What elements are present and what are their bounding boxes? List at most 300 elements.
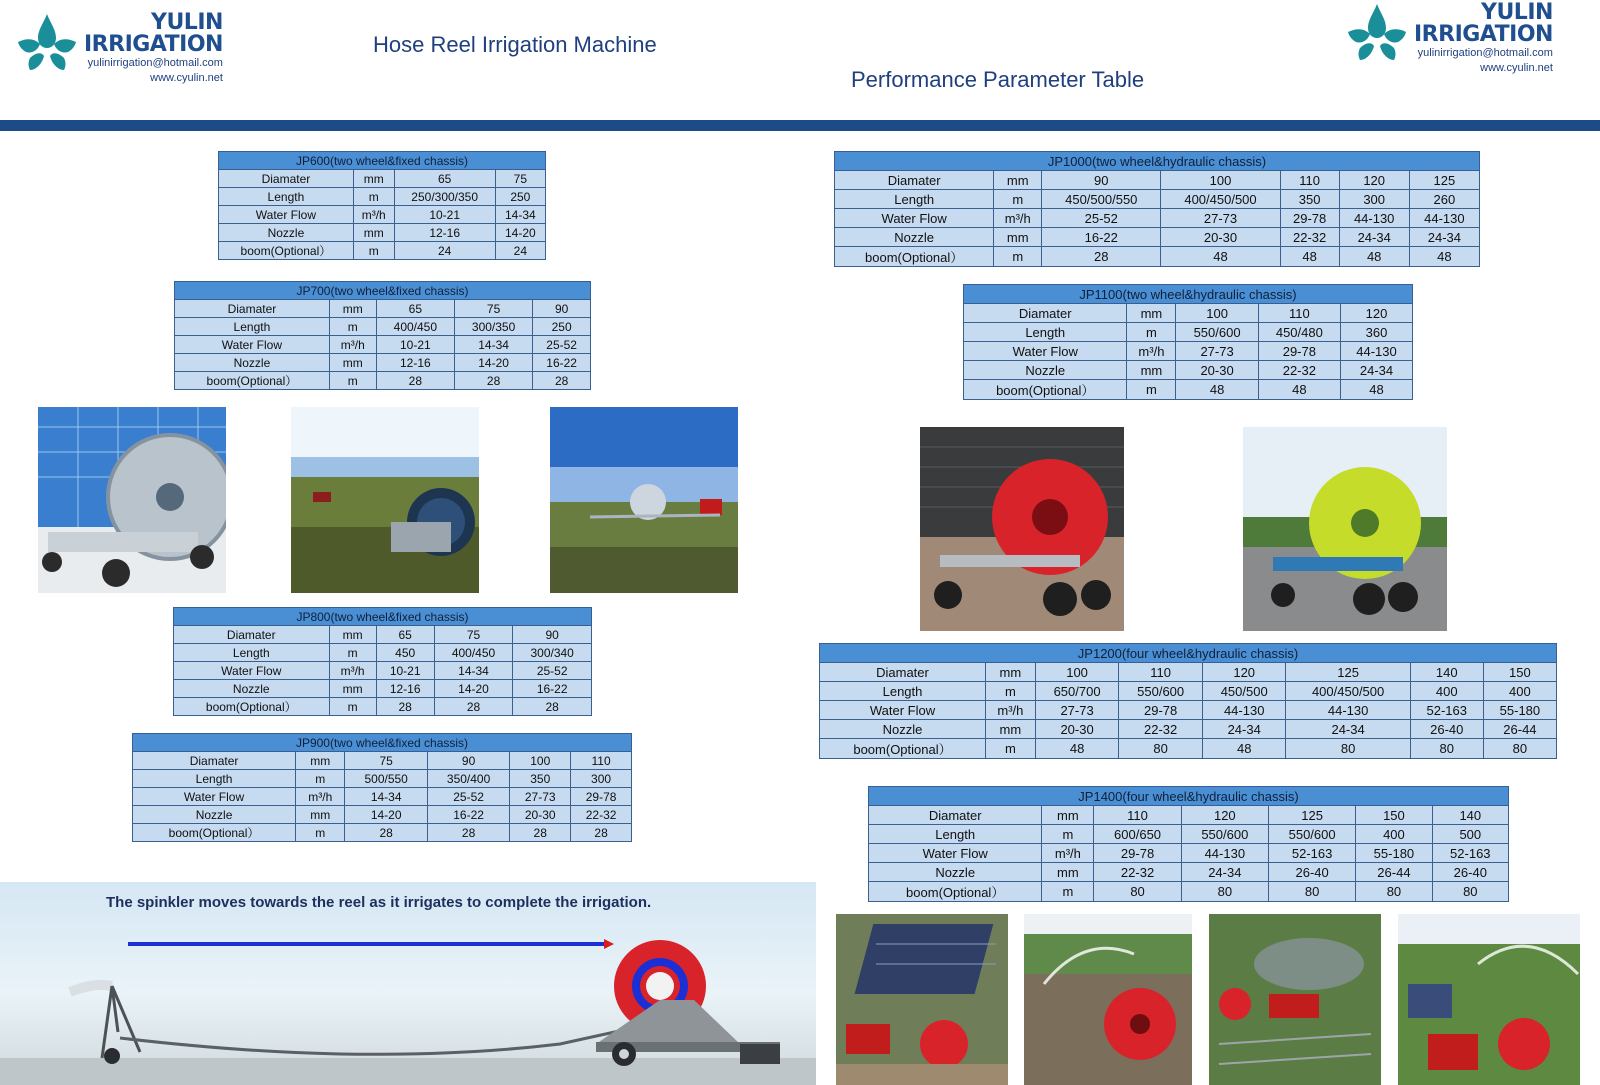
row-unit: mm	[1042, 863, 1094, 882]
row-label: Diamater	[869, 806, 1042, 825]
table-cell: 48	[1280, 247, 1339, 267]
table-row	[174, 626, 592, 644]
row-label: Length	[174, 644, 330, 662]
table-cell: 80	[1286, 739, 1410, 759]
table-cell: 48	[1409, 247, 1479, 267]
table-cell: 28	[376, 698, 434, 716]
table-cell: 400/450/500	[1161, 190, 1280, 209]
table-cell: 24-34	[1202, 720, 1286, 739]
table-cell: 24-34	[1181, 863, 1268, 882]
table-cell: 26-40	[1432, 863, 1508, 882]
table-cell: 44-130	[1181, 844, 1268, 863]
row-unit: mm	[985, 720, 1035, 739]
table-cell: 48	[1258, 380, 1340, 400]
table-cell: 52-163	[1268, 844, 1355, 863]
table-cell: 65	[394, 170, 495, 188]
row-label: Nozzle	[133, 806, 296, 824]
table-cell: 110	[1094, 806, 1181, 825]
table-cell: 300/350	[454, 318, 532, 336]
row-label: Diamater	[219, 170, 354, 188]
row-unit: mm	[994, 228, 1042, 247]
row-unit: m	[1127, 380, 1176, 400]
table-row	[835, 209, 1480, 228]
row-unit: m³/h	[296, 788, 345, 806]
row-label: Length	[835, 190, 994, 209]
table-cell: 400	[1356, 825, 1432, 844]
table-cell: 25-52	[533, 336, 591, 354]
table-title-row	[175, 282, 591, 300]
row-unit: m	[329, 318, 376, 336]
table-title-row	[219, 152, 546, 170]
table-row	[175, 318, 591, 336]
brand-email: yulinirrigation@hotmail.com	[1417, 47, 1553, 59]
row-label: Nozzle	[964, 361, 1127, 380]
table-cell: 52-163	[1432, 844, 1508, 863]
brand-logo-right	[1346, 2, 1553, 76]
table-row	[964, 380, 1413, 400]
row-label: boom(Optional）	[219, 242, 354, 260]
photo-reel-tractor-field	[550, 407, 738, 593]
table-cell: 20-30	[510, 806, 571, 824]
row-label: Length	[964, 323, 1127, 342]
table-cell: 24-34	[1340, 361, 1412, 380]
table-cell: 48	[1339, 247, 1409, 267]
table-cell: 28	[513, 698, 592, 716]
table-row	[174, 680, 592, 698]
table-row	[820, 663, 1557, 682]
spec-table-jp1100	[963, 284, 1413, 400]
table-row	[174, 698, 592, 716]
table-cell: 400	[1410, 682, 1483, 701]
row-unit: mm	[296, 806, 345, 824]
table-cell: 14-20	[345, 806, 427, 824]
table-cell: 80	[1410, 739, 1483, 759]
row-unit: m³/h	[1042, 844, 1094, 863]
table-cell: 14-20	[434, 680, 513, 698]
table-row	[219, 242, 546, 260]
table-row	[869, 882, 1509, 902]
table-cell: 28	[1042, 247, 1161, 267]
table-title-row	[820, 644, 1557, 663]
table-cell: 120	[1181, 806, 1268, 825]
spec-table-jp1400	[868, 786, 1509, 902]
table-cell: 110	[1119, 663, 1203, 682]
table-row	[175, 336, 591, 354]
row-unit: m	[353, 188, 394, 206]
brand-web: www.cyulin.net	[1480, 62, 1553, 74]
table-cell: 140	[1410, 663, 1483, 682]
table-row	[820, 739, 1557, 759]
table-cell: 12-16	[376, 354, 454, 372]
photo-red-reel-machine	[920, 427, 1124, 631]
table-cell: 650/700	[1035, 682, 1119, 701]
table-row	[835, 247, 1480, 267]
table-cell: 110	[1258, 304, 1340, 323]
row-unit: mm	[353, 170, 394, 188]
table-row	[820, 701, 1557, 720]
table-cell: 26-44	[1483, 720, 1556, 739]
table-cell: 300	[571, 770, 632, 788]
row-unit: m	[994, 190, 1042, 209]
row-unit: mm	[329, 300, 376, 318]
brand-text	[1414, 2, 1553, 76]
table-row	[964, 304, 1413, 323]
table-cell: 24	[495, 242, 545, 260]
table-cell: 65	[376, 300, 454, 318]
table-cell: 125	[1409, 171, 1479, 190]
table-title-row	[835, 152, 1480, 171]
table-title: JP1200(four wheel&hydraulic chassis)	[820, 644, 1557, 663]
table-cell: 12-16	[376, 680, 434, 698]
table-cell: 48	[1340, 380, 1412, 400]
table-cell: 27-73	[510, 788, 571, 806]
table-cell: 48	[1035, 739, 1119, 759]
table-row	[133, 824, 632, 842]
table-cell: 260	[1409, 190, 1479, 209]
table-cell: 25-52	[513, 662, 592, 680]
row-label: boom(Optional）	[133, 824, 296, 842]
table-cell: 29-78	[1280, 209, 1339, 228]
table-row	[219, 206, 546, 224]
row-label: Nozzle	[820, 720, 986, 739]
table-cell: 150	[1356, 806, 1432, 825]
table-cell: 90	[427, 752, 509, 770]
table-cell: 22-32	[571, 806, 632, 824]
brand-email: yulinirrigation@hotmail.com	[87, 57, 223, 69]
table-cell: 110	[571, 752, 632, 770]
table-cell: 550/600	[1176, 323, 1258, 342]
brand-web: www.cyulin.net	[150, 72, 223, 84]
row-unit: mm	[1127, 304, 1176, 323]
table-cell: 360	[1340, 323, 1412, 342]
table-cell: 29-78	[1094, 844, 1181, 863]
table-cell: 80	[1094, 882, 1181, 902]
row-label: Water Flow	[219, 206, 354, 224]
table-cell: 16-22	[513, 680, 592, 698]
table-cell: 120	[1339, 171, 1409, 190]
table-title: JP800(two wheel&fixed chassis)	[174, 608, 592, 626]
table-row	[219, 170, 546, 188]
header-divider-bar	[0, 120, 1600, 131]
brand-line1: YULIN	[151, 10, 223, 35]
table-cell: 350	[510, 770, 571, 788]
row-label: boom(Optional）	[835, 247, 994, 267]
table-cell: 550/600	[1268, 825, 1355, 844]
table-cell: 100	[1176, 304, 1258, 323]
table-cell: 44-130	[1286, 701, 1410, 720]
table-row	[133, 752, 632, 770]
table-cell: 250	[533, 318, 591, 336]
table-cell: 22-32	[1094, 863, 1181, 882]
table-row	[835, 228, 1480, 247]
row-label: Water Flow	[835, 209, 994, 228]
table-title: JP1000(two wheel&hydraulic chassis)	[835, 152, 1480, 171]
spec-table-jp700	[174, 281, 591, 390]
table-cell: 80	[1432, 882, 1508, 902]
table-cell: 400/450/500	[1286, 682, 1410, 701]
spec-table-jp1000	[834, 151, 1480, 267]
brand-logo-left	[16, 12, 223, 86]
table-title: JP1100(two wheel&hydraulic chassis)	[964, 285, 1413, 304]
table-cell: 28	[533, 372, 591, 390]
irrigation-process-diagram	[0, 882, 816, 1085]
table-row	[869, 844, 1509, 863]
row-unit: mm	[296, 752, 345, 770]
table-cell: 550/600	[1119, 682, 1203, 701]
table-row	[835, 190, 1480, 209]
row-label: Length	[175, 318, 330, 336]
table-cell: 28	[510, 824, 571, 842]
table-row	[820, 682, 1557, 701]
row-label: Nozzle	[174, 680, 330, 698]
brand-line2: IRRIGATION	[1414, 22, 1553, 47]
brand-text	[84, 12, 223, 86]
table-cell: 26-40	[1410, 720, 1483, 739]
row-unit: mm	[329, 680, 376, 698]
table-cell: 10-21	[394, 206, 495, 224]
table-cell: 55-180	[1483, 701, 1556, 720]
table-cell: 120	[1340, 304, 1412, 323]
row-unit: mm	[329, 626, 376, 644]
table-row	[820, 720, 1557, 739]
row-unit: m	[296, 770, 345, 788]
table-cell: 150	[1483, 663, 1556, 682]
table-row	[174, 644, 592, 662]
table-cell: 250/300/350	[394, 188, 495, 206]
table-cell: 110	[1280, 171, 1339, 190]
row-unit: m	[329, 644, 376, 662]
row-unit: mm	[329, 354, 376, 372]
table-cell: 10-21	[376, 662, 434, 680]
table-cell: 14-34	[454, 336, 532, 354]
row-unit: mm	[1042, 806, 1094, 825]
table-row	[869, 806, 1509, 825]
brand-line2: IRRIGATION	[84, 32, 223, 57]
row-unit: m	[985, 739, 1035, 759]
spec-table-jp800	[173, 607, 592, 716]
table-cell: 29-78	[571, 788, 632, 806]
diagram-caption: The spinkler moves towards the reel as it irrigates to complete the irrigation.	[106, 894, 652, 911]
table-cell: 12-16	[394, 224, 495, 242]
table-cell: 28	[571, 824, 632, 842]
row-label: boom(Optional）	[175, 372, 330, 390]
water-drop-logo-icon	[16, 12, 78, 74]
table-row	[133, 788, 632, 806]
table-cell: 75	[345, 752, 427, 770]
row-label: Diamater	[174, 626, 330, 644]
table-cell: 10-21	[376, 336, 454, 354]
row-unit: mm	[1127, 361, 1176, 380]
table-cell: 100	[1035, 663, 1119, 682]
table-cell: 450/480	[1258, 323, 1340, 342]
row-unit: m	[994, 247, 1042, 267]
table-cell: 25-52	[1042, 209, 1161, 228]
row-unit: mm	[353, 224, 394, 242]
table-title: JP700(two wheel&fixed chassis)	[175, 282, 591, 300]
row-unit: m	[1042, 825, 1094, 844]
photo-pond-field-reel	[1209, 914, 1381, 1085]
table-cell: 250	[495, 188, 545, 206]
table-cell: 44-130	[1202, 701, 1286, 720]
spec-table-jp600	[218, 151, 546, 260]
table-cell: 24-34	[1339, 228, 1409, 247]
table-cell: 28	[345, 824, 427, 842]
row-label: Water Flow	[964, 342, 1127, 361]
table-cell: 350/400	[427, 770, 509, 788]
table-cell: 400/450	[434, 644, 513, 662]
table-cell: 450/500	[1202, 682, 1286, 701]
table-cell: 90	[533, 300, 591, 318]
row-label: Water Flow	[133, 788, 296, 806]
table-title-row	[174, 608, 592, 626]
table-cell: 125	[1286, 663, 1410, 682]
table-cell: 55-180	[1356, 844, 1432, 863]
photo-reel-blue-building	[38, 407, 226, 593]
table-cell: 16-22	[1042, 228, 1161, 247]
table-cell: 48	[1161, 247, 1280, 267]
row-label: boom(Optional）	[964, 380, 1127, 400]
table-cell: 44-130	[1339, 209, 1409, 228]
table-row	[835, 171, 1480, 190]
table-cell: 28	[427, 824, 509, 842]
table-cell: 400/450	[376, 318, 454, 336]
table-cell: 100	[1161, 171, 1280, 190]
row-label: Water Flow	[175, 336, 330, 354]
table-cell: 90	[513, 626, 592, 644]
row-unit: m³/h	[329, 336, 376, 354]
row-label: Water Flow	[869, 844, 1042, 863]
table-row	[175, 354, 591, 372]
table-cell: 48	[1202, 739, 1286, 759]
table-cell: 28	[454, 372, 532, 390]
row-unit: m	[329, 372, 376, 390]
row-unit: m³/h	[329, 662, 376, 680]
row-unit: m³/h	[985, 701, 1035, 720]
row-unit: m	[985, 682, 1035, 701]
table-row	[869, 863, 1509, 882]
table-cell: 500	[1432, 825, 1508, 844]
table-cell: 29-78	[1119, 701, 1203, 720]
row-unit: m	[296, 824, 345, 842]
table-cell: 48	[1176, 380, 1258, 400]
row-label: Diamater	[175, 300, 330, 318]
table-cell: 22-32	[1258, 361, 1340, 380]
table-cell: 14-34	[495, 206, 545, 224]
row-label: Diamater	[820, 663, 986, 682]
table-title: JP900(two wheel&fixed chassis)	[133, 734, 632, 752]
table-cell: 14-20	[454, 354, 532, 372]
row-unit: mm	[994, 171, 1042, 190]
table-cell: 20-30	[1161, 228, 1280, 247]
row-unit: m	[353, 242, 394, 260]
row-unit: m	[1127, 323, 1176, 342]
row-label: Length	[133, 770, 296, 788]
title-right: Performance Parameter Table	[851, 67, 1145, 92]
table-cell: 52-163	[1410, 701, 1483, 720]
table-cell: 27-73	[1161, 209, 1280, 228]
photo-spray-red-reel	[1024, 914, 1192, 1085]
table-cell: 25-52	[427, 788, 509, 806]
table-cell: 450	[376, 644, 434, 662]
row-label: Length	[219, 188, 354, 206]
row-label: Water Flow	[174, 662, 330, 680]
table-cell: 44-130	[1409, 209, 1479, 228]
row-label: Diamater	[133, 752, 296, 770]
table-title: JP1400(four wheel&hydraulic chassis)	[869, 787, 1509, 806]
row-label: boom(Optional）	[174, 698, 330, 716]
table-row	[133, 806, 632, 824]
row-label: Length	[869, 825, 1042, 844]
table-cell: 20-30	[1176, 361, 1258, 380]
table-cell: 29-78	[1258, 342, 1340, 361]
table-cell: 22-32	[1280, 228, 1339, 247]
table-row	[175, 372, 591, 390]
table-cell: 14-20	[495, 224, 545, 242]
table-cell: 600/650	[1094, 825, 1181, 844]
table-cell: 27-73	[1176, 342, 1258, 361]
water-drop-logo-icon	[1346, 2, 1408, 64]
table-cell: 65	[376, 626, 434, 644]
table-row	[219, 224, 546, 242]
row-label: boom(Optional）	[869, 882, 1042, 902]
spec-table-jp900	[132, 733, 632, 842]
table-cell: 75	[454, 300, 532, 318]
table-row	[133, 770, 632, 788]
row-label: Nozzle	[219, 224, 354, 242]
table-cell: 28	[376, 372, 454, 390]
table-cell: 80	[1356, 882, 1432, 902]
table-cell: 120	[1202, 663, 1286, 682]
row-label: Length	[820, 682, 986, 701]
row-unit: m³/h	[353, 206, 394, 224]
table-cell: 400	[1483, 682, 1556, 701]
table-title: JP600(two wheel&fixed chassis)	[219, 152, 546, 170]
table-cell: 500/550	[345, 770, 427, 788]
table-cell: 24-34	[1286, 720, 1410, 739]
table-row	[869, 825, 1509, 844]
row-unit: mm	[985, 663, 1035, 682]
photo-reel-field-grass	[291, 407, 479, 593]
table-cell: 44-130	[1340, 342, 1412, 361]
row-label: Diamater	[835, 171, 994, 190]
table-row	[964, 342, 1413, 361]
table-cell: 27-73	[1035, 701, 1119, 720]
table-cell: 350	[1280, 190, 1339, 209]
table-cell: 14-34	[345, 788, 427, 806]
photo-solar-panels-tractor	[836, 914, 1008, 1085]
table-cell: 20-30	[1035, 720, 1119, 739]
table-cell: 75	[495, 170, 545, 188]
table-row	[175, 300, 591, 318]
row-label: Nozzle	[869, 863, 1042, 882]
table-title-row	[964, 285, 1413, 304]
row-unit: m³/h	[1127, 342, 1176, 361]
table-cell: 125	[1268, 806, 1355, 825]
table-cell: 26-44	[1356, 863, 1432, 882]
brand-line1: YULIN	[1481, 0, 1553, 25]
table-cell: 26-40	[1268, 863, 1355, 882]
table-cell: 300	[1339, 190, 1409, 209]
table-cell: 80	[1268, 882, 1355, 902]
table-title-row	[133, 734, 632, 752]
title-left: Hose Reel Irrigation Machine	[373, 32, 657, 57]
row-label: Diamater	[964, 304, 1127, 323]
table-row	[964, 323, 1413, 342]
table-title-row	[869, 787, 1509, 806]
row-unit: m	[329, 698, 376, 716]
photo-orchard-solar-reel	[1398, 914, 1580, 1085]
photo-lime-reel-machine	[1243, 427, 1447, 631]
